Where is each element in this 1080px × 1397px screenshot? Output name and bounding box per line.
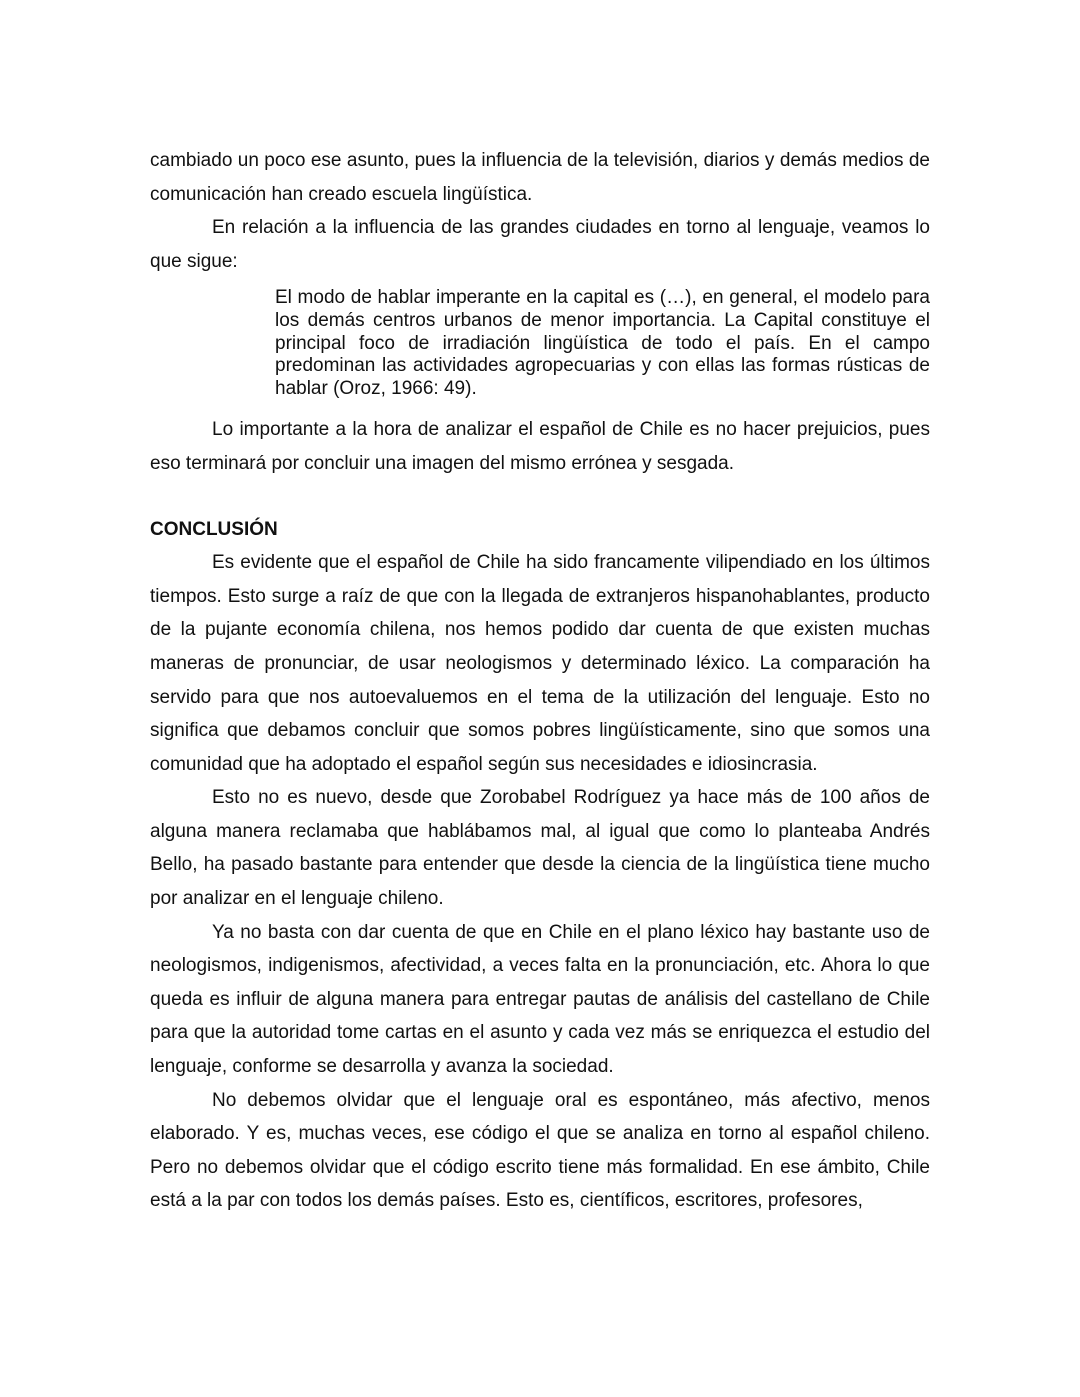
paragraph-evidente: Es evidente que el español de Chile ha sido francamente vilipendiado en los últimos tiempos. Esto surge a raíz de que con la llegada de extranjeros hispanohablantes, producto de la pujante economía chilena, nos hemos podido dar cuenta de que existen muchas maneras de pronunciar, de usar neologismos y determinado léxico. La comparación ha servido para que nos autoevaluemos en el tema de la utilización del lenguaje. Esto no significa que debamos concluir que somos pobres lingüísticamente, sino que somos una comunidad que ha adoptado el español según sus necesidades e idiosincrasia. — [150, 552, 930, 775]
paragraph-olvidar: No debemos olvidar que el lenguaje oral es espontáneo, más afectivo, menos elaborado. Y es, muchas veces, ese código el que se analiza en torno al español chileno. Pero no debemos olvidar que el código escrito tiene más formalidad. En ese ámbito, Chile está a la par con todos los demás países. Esto es, científicos, escritores, profesores, — [150, 1089, 930, 1212]
paragraph-basta: Ya no basta con dar cuenta de que en Chile en el plano léxico hay bastante uso de neologismos, indigenismos, afectividad, a veces falta en la pronunciación, etc. Ahora lo que queda es influir de alguna manera para entregar pautas de análisis del castellano de Chile para que la autoridad tome cartas en el asunto y cada vez más se enriquezca el estudio del lenguaje, conforme se desarrolla y avanza la sociedad. — [150, 921, 930, 1078]
paragraph-continuation: cambiado un poco ese asunto, pues la influencia de la televisión, diarios y demás medios de comunicación han creado escuela lingüística. — [150, 150, 930, 205]
paragraph-relacion: En relación a la influencia de las grandes ciudades en torno al lenguaje, veamos lo que sigue: — [150, 217, 930, 272]
block-quote: El modo de hablar imperante en la capital es (…), en general, el modelo para los demás centros urbanos de menor importancia. La Capital constituye el principal foco de irradiación lingüística de todo el país. En el campo predominan las actividades agropecuarias y con ellas las formas rústicas de hablar (Oroz, 1966: 49). — [275, 287, 930, 399]
paragraph-importante: Lo importante a la hora de analizar el español de Chile es no hacer prejuicios, pues eso terminará por concluir una imagen del mismo errónea y sesgada. — [150, 419, 930, 474]
section-heading-conclusion: CONCLUSIÓN — [150, 518, 278, 540]
document-page — [150, 144, 930, 1218]
paragraph-nuevo: Esto no es nuevo, desde que Zorobabel Rodríguez ya hace más de 100 años de alguna manera reclamaba que hablábamos mal, al igual que como lo planteaba Andrés Bello, ha pasado bastante para entender que desde la ciencia de la lingüística tiene mucho por analizar en el lenguaje chileno. — [150, 787, 930, 910]
